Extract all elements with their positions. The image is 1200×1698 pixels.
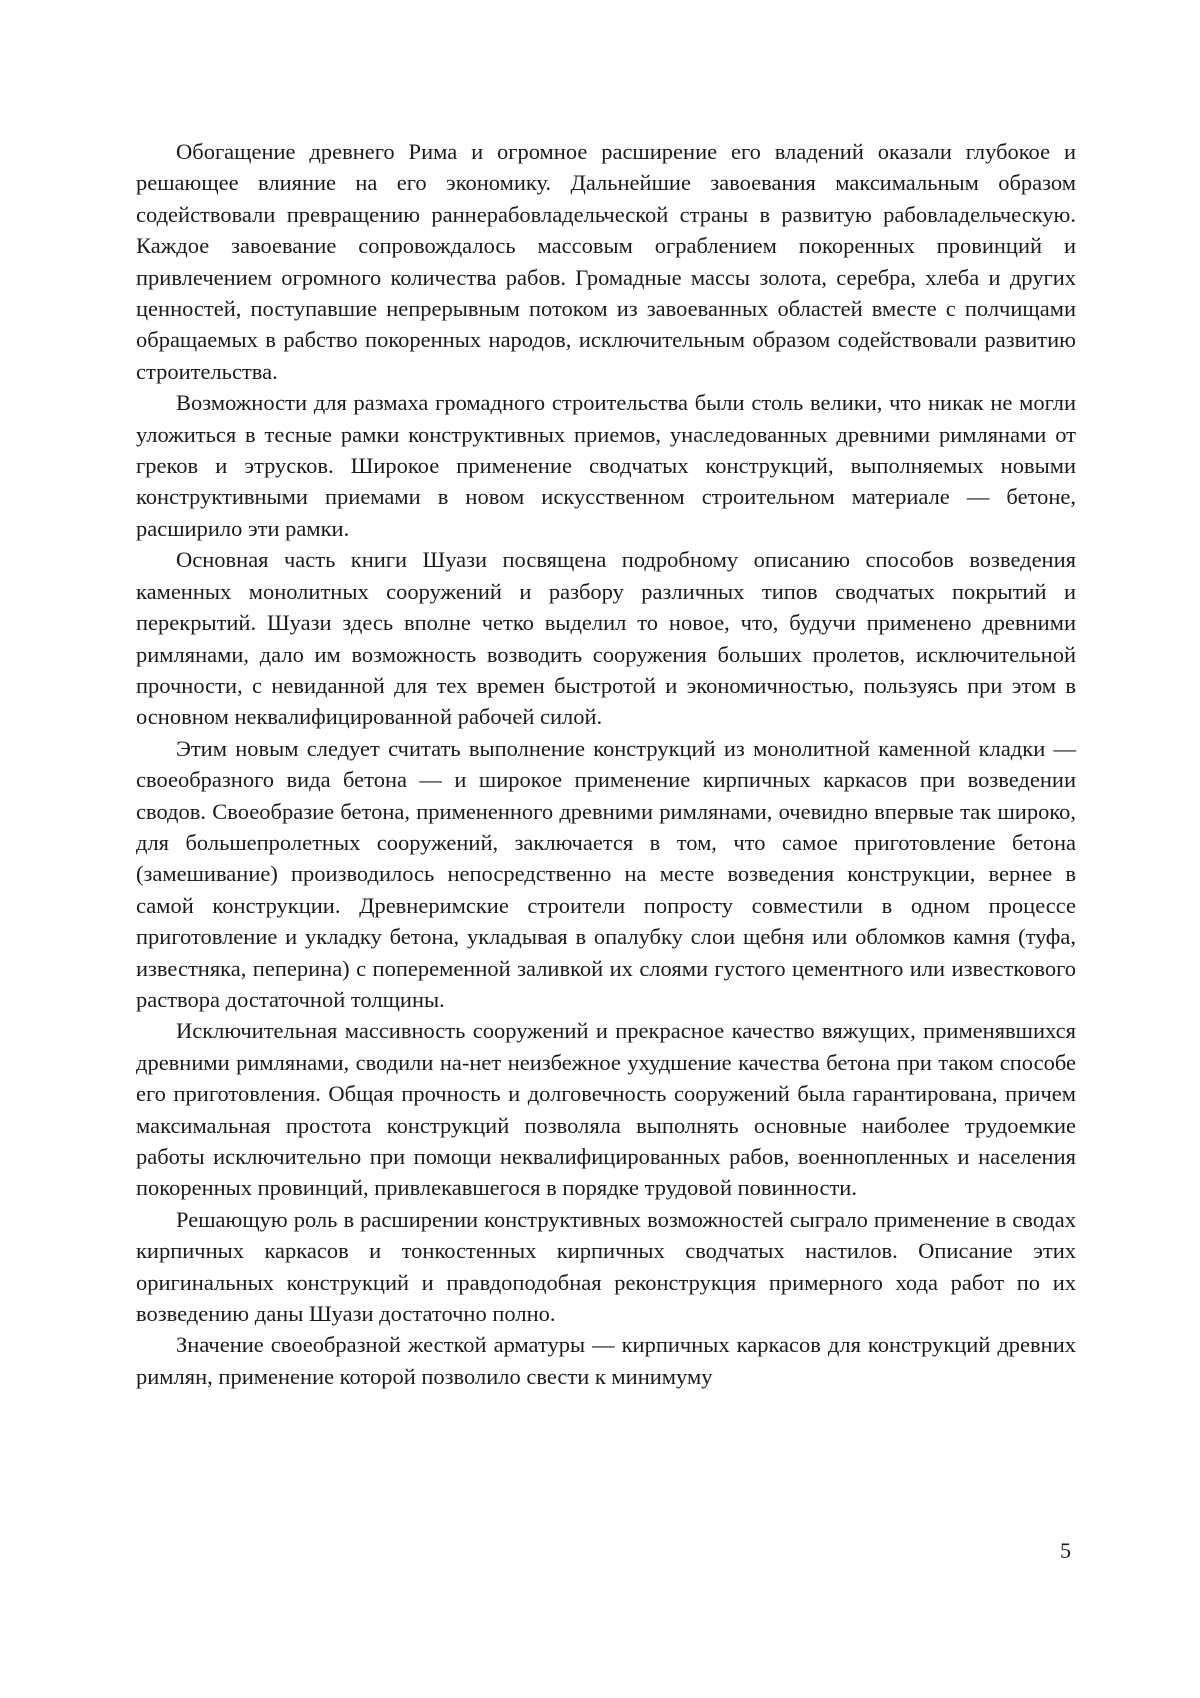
paragraph-4: Этим новым следует считать выполнение конструкций из монолитной каменной кладки — своеобразного вида бетона — и широкое применение кирпичных каркасов при возведении сводов. Своеобразие бетона, примененного древними римлянами, очевидно впервые так широко, для большепролетных сооружений, заключается в том, что самое приготовление бетона (замешивание) производилось непосредственно на месте возведения конструкции, вернее в самой конструкции. Древнеримские строители попросту совместили в одном процессе приготовление и укладку бетона, укладывая в опалубку слои щебня или обломков камня (туфа, известняка, пеперина) с попеременной заливкой их слоями густого цементного или известкового раствора достаточной толщины. xyxy=(136,735,1076,1012)
paragraph-2: Возможности для размаха громадного строительства были столь велики, что никак не могли уложиться в тесные рамки конструктивных приемов, унаследованных древними римлянами от греков и этрусков. Широкое применение сводчатых конструкций, выполняемых новыми конструктивными приемами в новом искусственном строительном материале — бетоне, расширило эти рамки. xyxy=(136,390,1076,541)
paragraph-3: Основная часть книги Шуази посвящена подробному описанию способов возведения каменных монолитных сооружений и разбору различных типов сводчатых покрытий и перекрытий. Шуази здесь вполне четко выделил то новое, что, будучи применено древними римлянами, дало им возможность возводить сооружения больших пролетов, исключительной прочности, с невиданной для тех времен быстротой и экономичностью, пользуясь при этом в основном неквалифицированной рабочей силой. xyxy=(136,547,1076,730)
page-number: 5 xyxy=(1060,1538,1071,1563)
paragraph-7: Значение своеобразной жесткой арматуры — кирпичных каркасов для конструкций древних римлян, применение которой позволило свести к минимуму xyxy=(136,1332,1076,1389)
paragraph-1: Обогащение древнего Рима и огромное расширение его владений оказали глубокое и решающее влияние на его экономику. Дальнейшие завоевания максимальным образом содействовали превращению раннерабовладельческой страны в развитую рабовладельческую. Каждое завоевание сопровождалось массовым ограблением покоренных провинций и привлечением огромного количества рабов. Громадные массы золота, серебра, хлеба и других ценностей, поступавшие непрерывным потоком из завоеванных областей вместе с полчищами обращаемых в рабство покоренных народов, исключительным образом содействовали развитию строительства. xyxy=(136,139,1076,384)
paragraph-5: Исключительная массивность сооружений и прекрасное качество вяжущих, применявшихся древними римлянами, сводили на-нет неизбежное ухудшение качества бетона при таком способе его приготовления. Общая прочность и долговечность сооружений была гарантирована, причем максимальная простота конструкций позволяла выполнять основные наиболее трудоемкие работы исключительно при помощи неквалифицированных рабов, военнопленных и населения покоренных провинций, привлекавшегося в порядке трудовой повинности. xyxy=(136,1018,1076,1201)
paragraph-6: Решающую роль в расширении конструктивных возможностей сыграло применение в сводах кирпичных каркасов и тонкостенных кирпичных сводчатых настилов. Описание этих оригинальных конструкций и правдоподобная реконструкция примерного хода работ по их возведению даны Шуази достаточно полно. xyxy=(136,1206,1076,1327)
body-text xyxy=(136,136,1076,1392)
